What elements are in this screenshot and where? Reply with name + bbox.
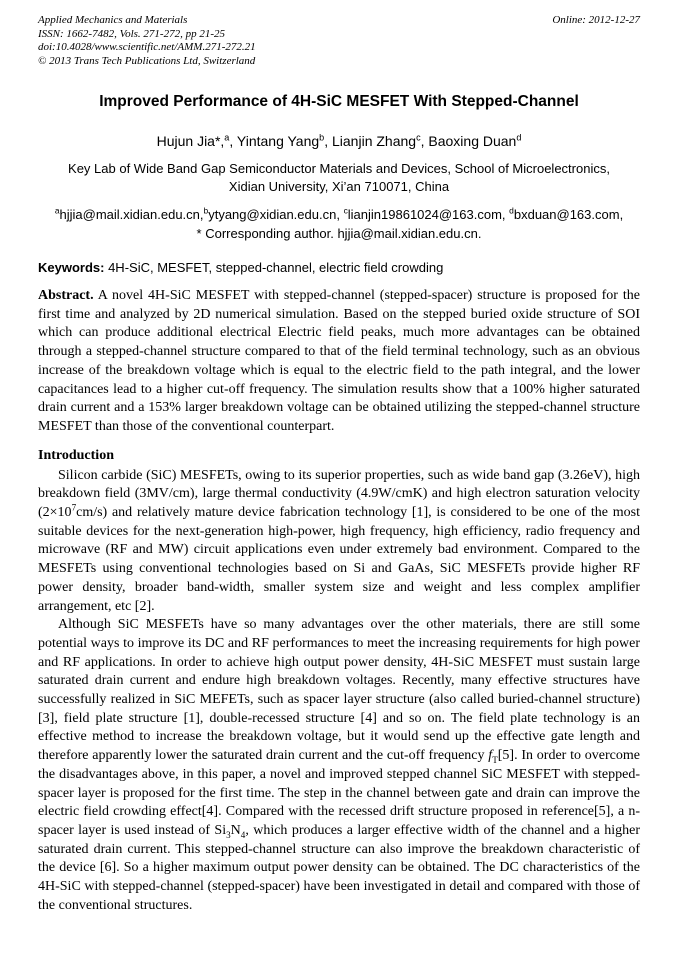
publication-info xyxy=(38,14,256,68)
keywords-line: Keywords: 4H-SiC, MESFET, stepped-channel, electric field crowding xyxy=(38,260,444,275)
affiliation-line-2: Xidian University, Xi’an 710071, China xyxy=(228,178,450,194)
publication-header xyxy=(38,14,640,68)
journal-name: Applied Mechanics and Materials xyxy=(38,14,188,26)
copyright-line: © 2013 Trans Tech Publications Ltd, Switzerland xyxy=(38,54,256,67)
email-block xyxy=(38,205,640,243)
doi-line: doi:10.4028/www.scientific.net/AMM.271-272.21 xyxy=(38,41,256,53)
section-heading-introduction: Introduction xyxy=(38,447,114,463)
affiliation-line-1: Key Lab of Wide Band Gap Semiconductor Materials and Devices, School of Microelectronics, xyxy=(68,161,610,176)
corresponding-author-line: * Corresponding author. hjjia@mail.xidian.edu.cn. xyxy=(196,226,482,241)
online-date: Online: 2012-12-27 xyxy=(552,14,640,26)
paper-title: Improved Performance of 4H-SiC MESFET With Stepped-Channel xyxy=(99,93,579,110)
issn-line: ISSN: 1662-7482, Vols. 271-272, pp 21-25 xyxy=(38,27,225,40)
intro-paragraph-1: Silicon carbide (SiC) MESFETs, owing to its superior properties, such as wide band gap (3.26eV), high breakdown field (3MV/cm), large thermal conductivity (4.9W/cmK) and high electron saturation velocity $(2\times 10^7cm/s)$ and relatively mature device fabrication technology [1], is considered to be one of the most suitable devices for the next-generation high-power, high frequency, high efficiency, radio frequency and microwave (RF and MW) circuit applications even under extremely bad environment. Compared to the MESFETs using conventional technologies based on Si and GaAs, SiC MESFETs provide higher RF power density, broader band-width, smaller system size and weight and less complex amplifier arrangement, etc [2]. xyxy=(38,467,640,614)
author-line: Hujun Jia*,$^a$, Yintang Yang$^b$, Lianjin Zhang$^c$, Baoxing Duan$^d$ xyxy=(156,132,522,149)
affiliation-block xyxy=(38,160,640,195)
intro-paragraph-2: Although SiC MESFETs have so many advantages over the other materials, there are still some potential ways to improve its DC and RF performances to meet the increasing requirements for high power and RF applications. In order to achieve high output power density, 4H-SiC MESFET must sustain large saturated drain current and endure high breakdown voltages. Recently, many effective structures have successfully realized in SiC MEFETs, such as spacer layer structure (also called buried-channel structure) [3], field plate structure [1], double-recessed structure [4] and so on. The field plate technology is an effective method to increase the breakdown voltage, but it would send up the effective gate length and therefore apparently lower the saturated drain current and the cut-off frequency $f_T[5]$. In order to overcome the disadvantages above, in this paper, a novel and improved stepped channel SiC MESFET with stepped-spacer layer is proposed for the first time. The step in the channel between gate and drain can improve the electric field crowding effect[4]. Compared with the recessed drift structure proposed in reference[5], a n- spacer layer is used instead of $Si_3N_4$, which produces a larger effective width of the channel and a higher saturated drain current. This stepped-channel structure can also improve the breakdown characteristic of the device [6]. So a higher maximum output power density can be obtained. The DC characteristics of the 4H-SiC with stepped-channel (stepped-spacer) have been investigated in detail and compared with those of the conventional structures. xyxy=(38,617,641,913)
abstract-paragraph: Abstract. A novel 4H-SiC MESFET with stepped-channel (stepped-spacer) structure is proposed for the first time and analyzed by 2D numerical simulation. Based on the stepped buried oxide structure of SOI which can produce additional electrical Electric field peaks, much more advantages can be obtained through a stepped-channel structure compared to that of the field terminal technology, such as an obvious increase of the breakdown voltage which is equal to the electric field to the path integral, and the lower capacitances lead to a higher cut-off frequency. The simulation results show that a 100% higher saturated drain current and a 153% larger breakdown voltage can be obtained utilizing the stepped-channel structure MESFET than those of the conventional counterpart. xyxy=(38,288,640,434)
email-line: $^a$hjjia@mail.xidian.edu.cn,$^b$ytyang@xidian.edu.cn, $^c$lianjin19861024@163.com, $^d$bxduan@163.com, xyxy=(54,205,624,222)
